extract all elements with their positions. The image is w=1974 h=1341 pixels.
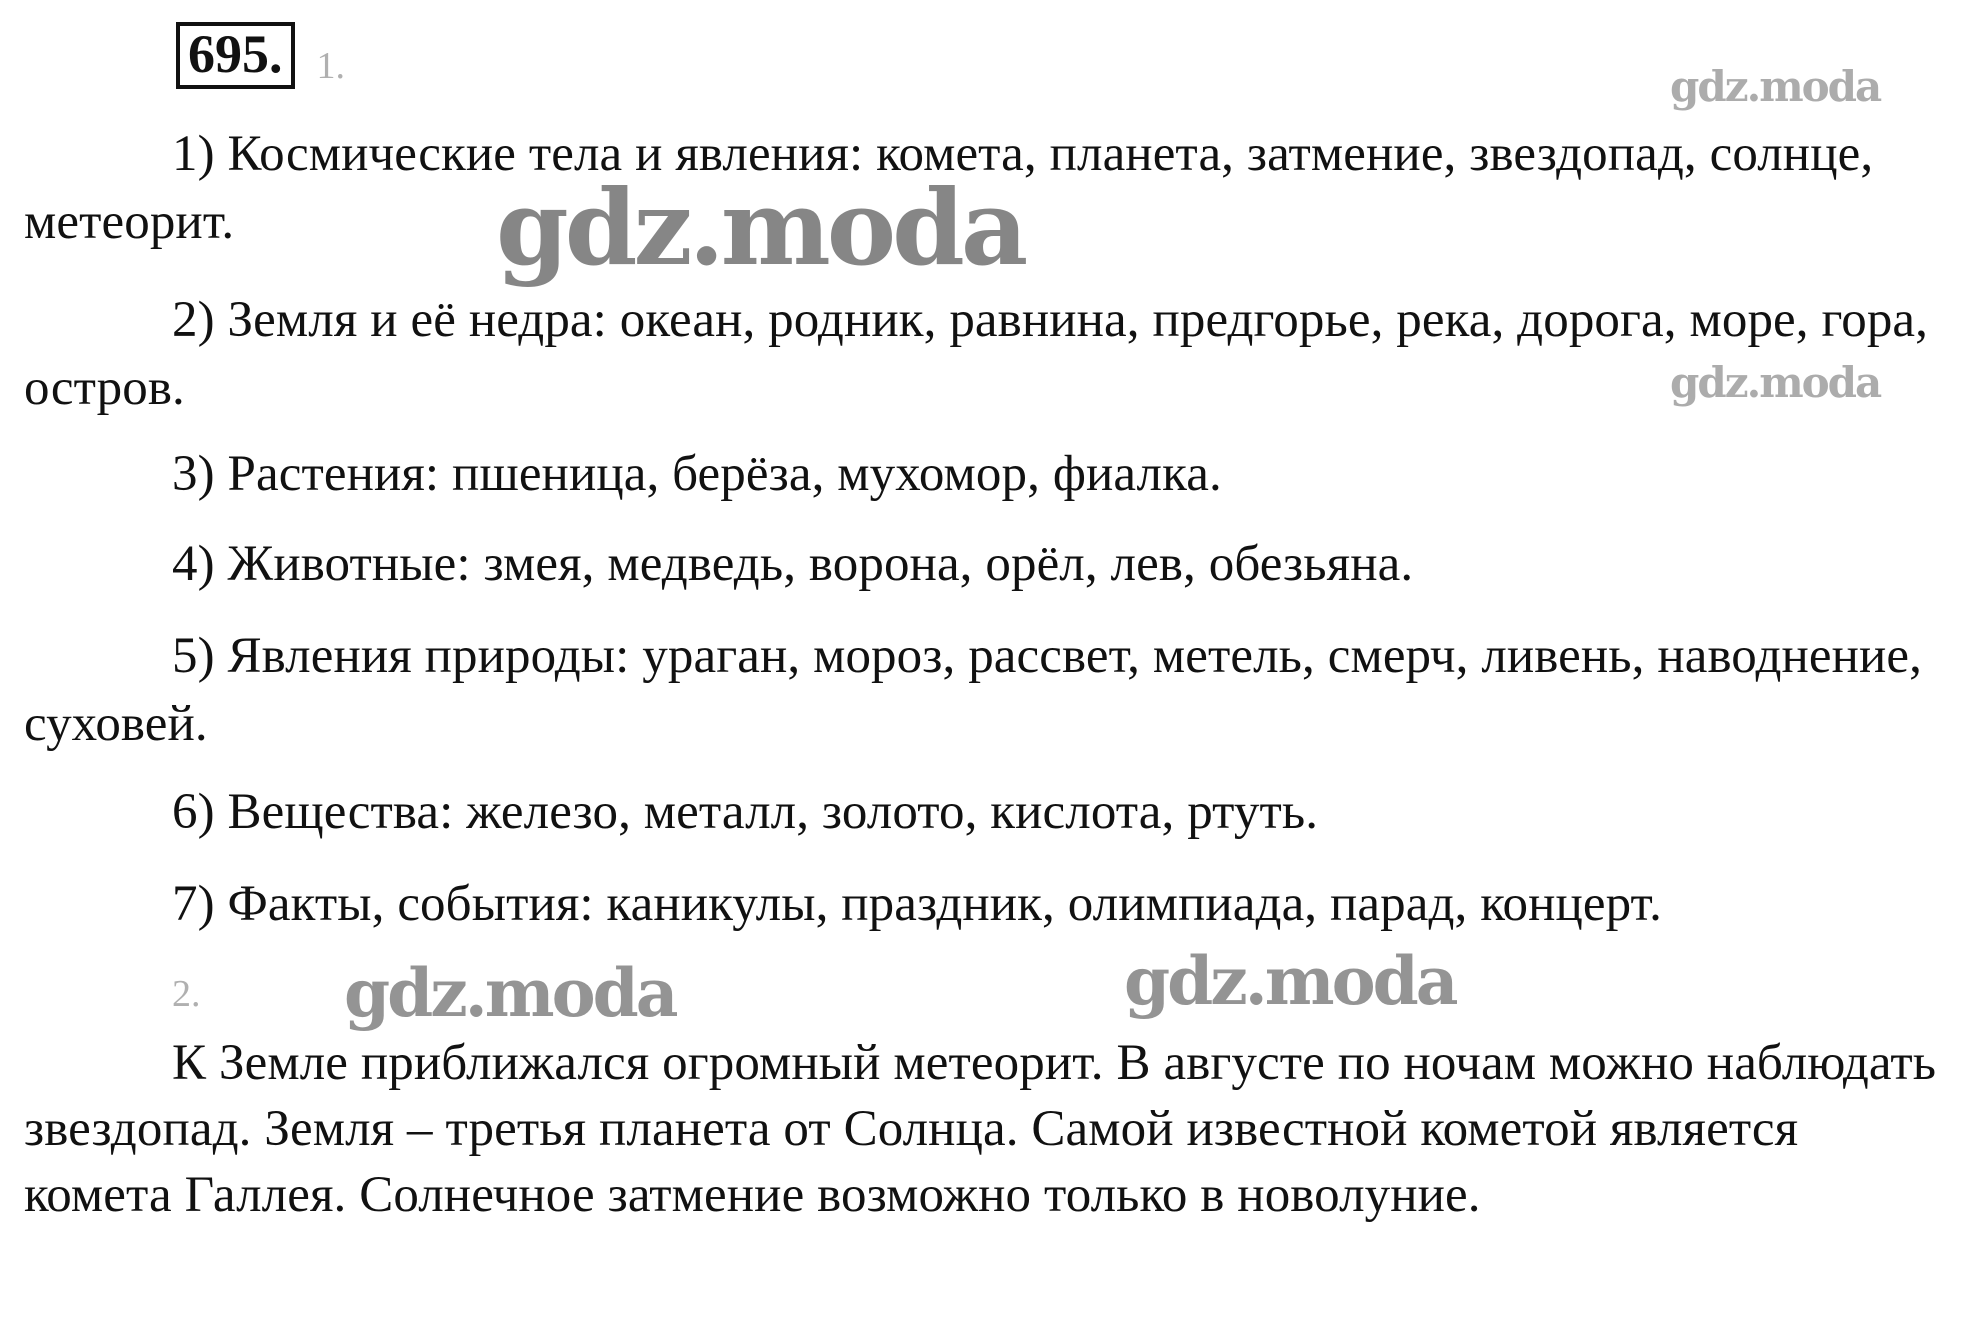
watermark-bottom-right: gdz.moda [1124, 942, 1456, 1020]
list-item-2: 2) Земля и её недра: океан, родник, равнина, предгорье, река, дорога, море, гора, остров. [24, 292, 1929, 416]
watermark-top-right: gdz.moda [1670, 62, 1881, 111]
list-item-6: 6) Вещества: железо, металл, золото, кислота, ртуть. [172, 784, 1319, 840]
watermark-mid-right: gdz.moda [1670, 358, 1881, 407]
list-item-5: 5) Явления природы: ураган, мороз, рассвет, метель, смерч, ливень, наводнение, суховей. [24, 628, 1922, 752]
list-item-1: 1) Космические тела и явления: комета, планета, затмение, звездопад, солнце, метеорит. [24, 126, 1874, 250]
list-item-3: 3) Растения: пшеница, берёза, мухомор, фиалка. [172, 446, 1222, 502]
task-header [176, 22, 345, 89]
part2-label: 2. [172, 973, 201, 1015]
part1-label: 1. [316, 44, 345, 87]
list-item-7: 7) Факты, события: каникулы, праздник, олимпиада, парад, концерт. [172, 876, 1662, 932]
list-item-4: 4) Животные: змея, медведь, ворона, орёл, лев, обезьяна. [172, 536, 1414, 592]
watermark-bottom-left: gdz.moda [344, 954, 676, 1032]
part2-text: К Земле приближался огромный метеорит. В августе по ночам можно наблюдать звездопад. Земля – третья планета от Солнца. Самой известной кометой является комета Галлея. Солнечное затмение возможно только в новолуние. [24, 1035, 1937, 1223]
watermark-large: gdz.moda [496, 166, 1025, 289]
task-number: 695. [176, 22, 295, 89]
